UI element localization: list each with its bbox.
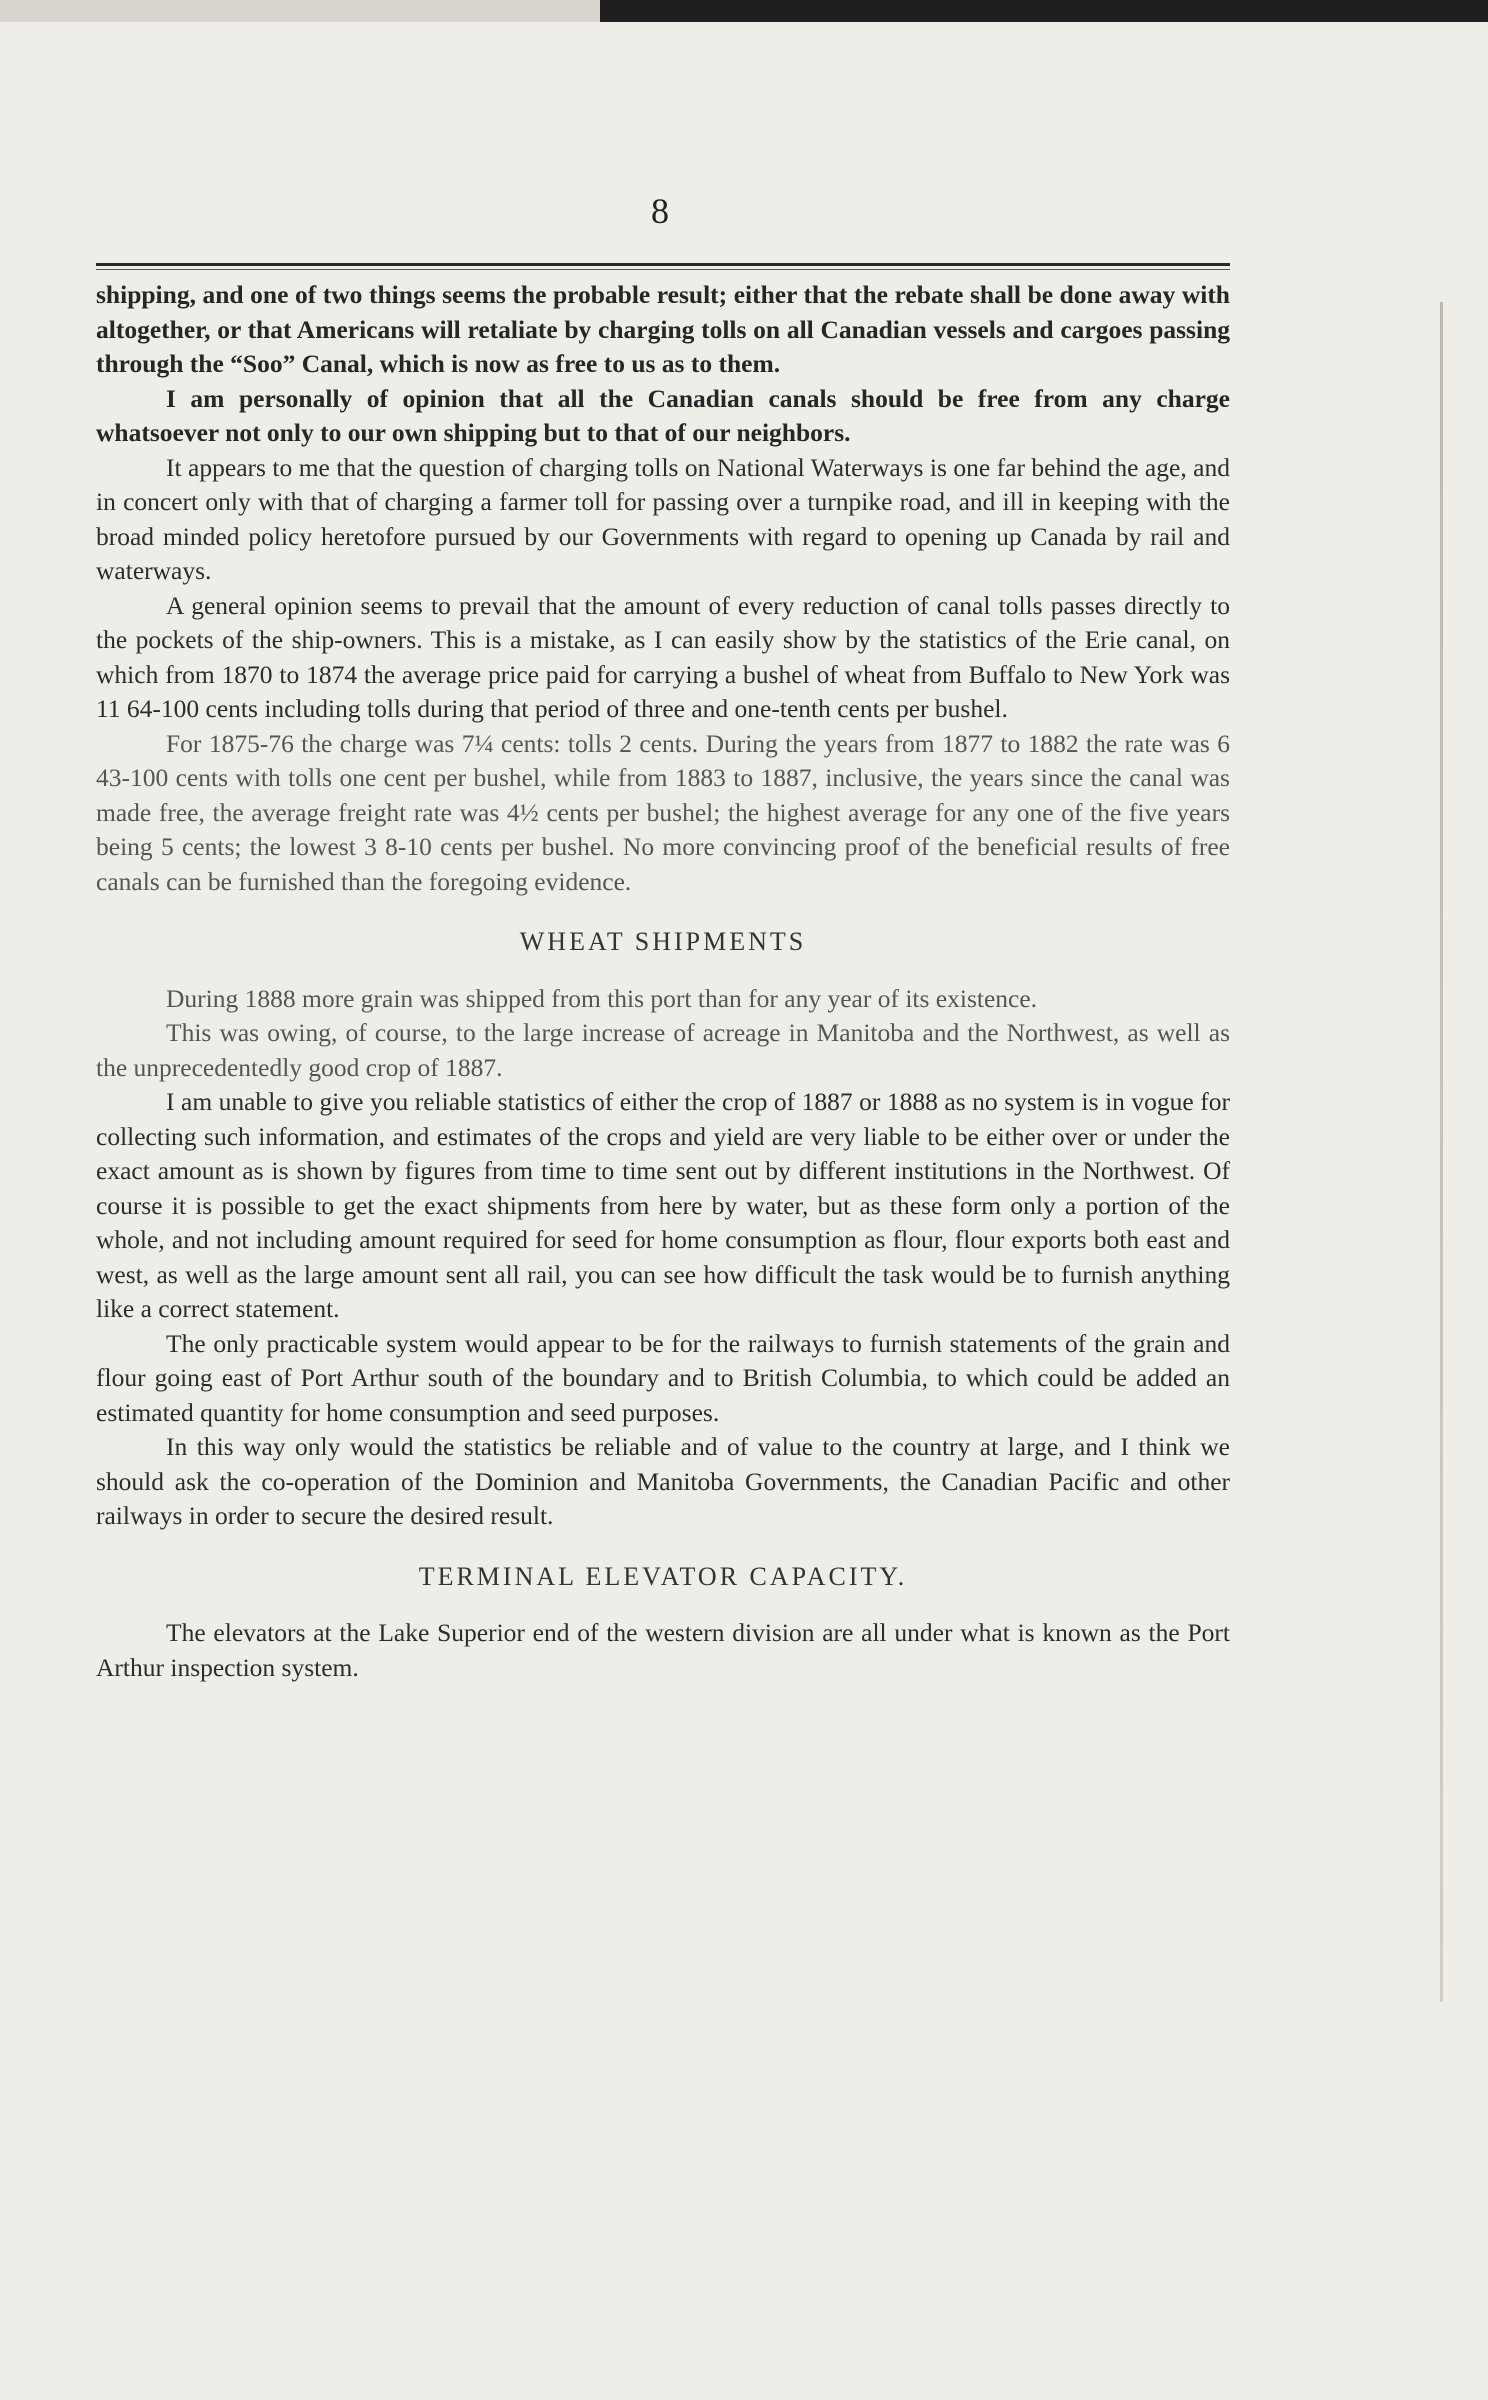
section-heading-wheat: WHEAT SHIPMENTS: [519, 927, 807, 956]
page-number: 8: [651, 191, 669, 231]
paragraph: I am personally of opinion that all the Canadian canals should be free from any charge whatsoever not only to our own shipping but to that of our neighbors.: [96, 383, 1230, 447]
paragraph: This was owing, of course, to the large increase of acreage in Manitoba and the Northwest, as well as the unprecedentedly good crop of 1887.: [96, 1018, 1230, 1082]
section-heading-terminal: TERMINAL ELEVATOR CAPACITY.: [418, 1561, 908, 1591]
paragraph: In this way only would the statistics be reliable and of value to the country at large, and I think we should ask the co-operation of the Dominion and Manitoba Governments, the Canadian Pacific and other railways in order to secure the desired result.: [96, 1432, 1230, 1530]
paragraph: For 1875-76 the charge was 7¼ cents: tolls 2 cents. During the years from 1877 to 1882 the rate was 6 43-100 cents with tolls one cent per bushel, while from 1883 to 1887, inclusive, the years since the canal was made free, the average freight rate was 4½ cents per bushel; the highest average for any one of the five years being 5 cents; the lowest 3 8-10 cents per bushel. No more convincing proof of the beneficial results of free canals can be furnished than the foregoing evidence.: [96, 728, 1230, 896]
paragraph: The elevators at the Lake Superior end of the western division are all under what is known as the Port Arthur inspection system.: [96, 1618, 1230, 1682]
paragraph: It appears to me that the question of charging tolls on National Waterways is one far behind the age, and in concert only with that of charging a farmer toll for passing over a turnpike road, and ill in keeping with the broad minded policy heretofore pursued by our Governments with regard to opening up Canada by rail and waterways.: [96, 452, 1230, 585]
body-text: [96, 278, 1230, 1685]
header-rule: [96, 263, 1230, 266]
header-rule-thin: [96, 269, 1230, 270]
paragraph: A general opinion seems to prevail that the amount of every reduction of canal tolls passes directly to the pockets of the ship-owners. This is a mistake, as I can easily show by the statistics of the Erie canal, on which from 1870 to 1874 the average price paid for carrying a bushel of wheat from Buffalo to New York was 11 64-100 cents including tolls during that period of three and one-tenth cents per bushel.: [96, 590, 1230, 723]
paragraph: shipping, and one of two things seems the probable result; either that the rebate shall be done away with altogether, or that Americans will retaliate by charging tolls on all Canadian vessels and cargoes passing through the “Soo” Canal, which is now as free to us as to them.: [96, 280, 1230, 378]
page-fold-line: [1440, 302, 1443, 2002]
paragraph: During 1888 more grain was shipped from this port than for any year of its existence.: [166, 983, 1038, 1013]
paragraph: I am unable to give you reliable statistics of either the crop of 1887 or 1888 as no system is in vogue for collecting such information, and estimates of the crops and yield are very liable to be either over or under the exact amount as is shown by figures from time to time sent out by different institutions in the Northwest. Of course it is possible to get the exact shipments from here by water, but as these form only a portion of the whole, and not including amount required for seed for home consumption as flour, flour exports both east and west, as well as the large amount sent all rail, you can see how difficult the task would be to furnish anything like a correct statement.: [96, 1087, 1230, 1323]
paragraph: The only practicable system would appear to be for the railways to furnish statements of the grain and flour going east of Port Arthur south of the boundary and to British Columbia, to which could be added an estimated quantity for home consumption and seed purposes.: [96, 1328, 1230, 1427]
